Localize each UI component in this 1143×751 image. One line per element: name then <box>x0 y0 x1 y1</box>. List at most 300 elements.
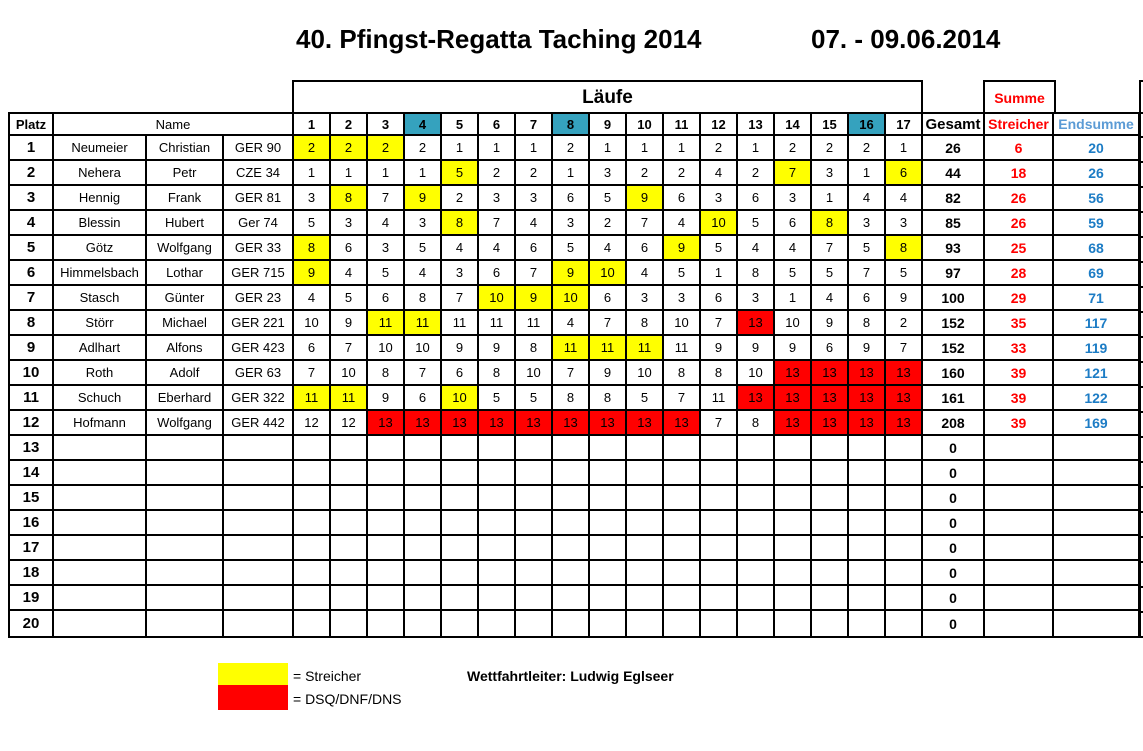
endsumme-cell <box>1054 586 1138 611</box>
gesamt-cell: 208 <box>923 411 985 436</box>
legend-dsq-swatch <box>218 685 288 710</box>
rank-cell: 11 <box>10 386 54 411</box>
endsumme-cell: 56 <box>1054 186 1138 211</box>
race-6-result-cell <box>479 486 516 511</box>
rank-cell: 16 <box>10 511 54 536</box>
race-10-result-cell <box>627 511 664 536</box>
endsumme-column-header: Endsumme <box>1054 114 1138 136</box>
race-15-result-cell: 8 <box>812 211 849 236</box>
race-9-result-cell <box>590 586 627 611</box>
race-17-result-cell: 9 <box>886 286 923 311</box>
streicher-cell <box>985 586 1054 611</box>
results-table <box>8 112 1140 638</box>
endsumme-cell <box>1054 511 1138 536</box>
race-15-result-cell <box>812 461 849 486</box>
race-1-result-cell: 6 <box>294 336 331 361</box>
race-5-result-cell: 9 <box>442 336 479 361</box>
race-11-result-cell: 9 <box>664 236 701 261</box>
race-12-result-cell <box>701 486 738 511</box>
race-3-result-cell: 9 <box>368 386 405 411</box>
race-9-result-cell <box>590 486 627 511</box>
race-5-result-cell: 7 <box>442 286 479 311</box>
gesamt-cell: 152 <box>923 311 985 336</box>
race-10-result-cell: 11 <box>627 336 664 361</box>
streicher-cell: 33 <box>985 336 1054 361</box>
race-2-result-cell <box>331 436 368 461</box>
sailnumber-cell <box>224 536 294 561</box>
race-17-result-cell <box>886 536 923 561</box>
gesamt-cell: 44 <box>923 161 985 186</box>
endsumme-cell: 121 <box>1054 361 1138 386</box>
race-17-result-cell: 4 <box>886 186 923 211</box>
lastname-cell <box>54 461 147 486</box>
race-3-result-cell: 8 <box>368 361 405 386</box>
race-15-result-cell: 9 <box>812 311 849 336</box>
rank-cell: 1 <box>10 136 54 161</box>
race-7-result-cell: 4 <box>516 211 553 236</box>
race-16-result-cell <box>849 611 886 636</box>
race-11-result-cell <box>664 611 701 636</box>
gesamt-cell: 161 <box>923 386 985 411</box>
race-5-result-cell <box>442 461 479 486</box>
race-8-result-cell: 11 <box>553 336 590 361</box>
endsumme-cell <box>1054 486 1138 511</box>
race-13-result-cell: 9 <box>738 336 775 361</box>
race-17-result-cell <box>886 486 923 511</box>
race-10-result-cell <box>627 611 664 636</box>
race-10-result-cell: 13 <box>627 411 664 436</box>
race-3-result-cell <box>368 461 405 486</box>
race-13-result-cell <box>738 536 775 561</box>
rank-cell: 19 <box>10 586 54 611</box>
race-17-result-cell: 5 <box>886 261 923 286</box>
race-16-result-cell: 5 <box>849 236 886 261</box>
race-14-result-cell: 13 <box>775 386 812 411</box>
race-13-result-cell <box>738 561 775 586</box>
race-6-result-cell <box>479 561 516 586</box>
race-2-result-cell: 8 <box>331 186 368 211</box>
race-2-result-cell <box>331 486 368 511</box>
race-11-result-cell: 5 <box>664 261 701 286</box>
race-4-result-cell <box>405 461 442 486</box>
race-1-result-cell: 5 <box>294 211 331 236</box>
race-9-result-cell: 2 <box>590 211 627 236</box>
race-2-result-cell: 5 <box>331 286 368 311</box>
race-3-result-cell: 2 <box>368 136 405 161</box>
race-8-result-cell: 4 <box>553 311 590 336</box>
race-14-result-cell: 10 <box>775 311 812 336</box>
race-2-result-cell <box>331 536 368 561</box>
streicher-cell: 25 <box>985 236 1054 261</box>
lastname-cell: Störr <box>54 311 147 336</box>
streicher-cell: 35 <box>985 311 1054 336</box>
race-11-result-cell: 4 <box>664 211 701 236</box>
race-15-result-cell: 2 <box>812 136 849 161</box>
race-15-result-cell: 5 <box>812 261 849 286</box>
firstname-cell <box>147 486 224 511</box>
race-5-result-cell: 5 <box>442 161 479 186</box>
race-9-result-cell <box>590 436 627 461</box>
race-8-result-cell: 9 <box>553 261 590 286</box>
race-4-result-cell: 3 <box>405 211 442 236</box>
sailnumber-cell <box>224 486 294 511</box>
race-6-result-cell: 3 <box>479 186 516 211</box>
race-6-result-cell <box>479 461 516 486</box>
sailnumber-cell: GER 322 <box>224 386 294 411</box>
firstname-cell <box>147 561 224 586</box>
race-15-result-cell: 4 <box>812 286 849 311</box>
sailnumber-cell: GER 442 <box>224 411 294 436</box>
race-5-result-cell: 8 <box>442 211 479 236</box>
race-1-result-cell <box>294 536 331 561</box>
race-7-result-cell: 3 <box>516 186 553 211</box>
race-12-result-cell <box>701 536 738 561</box>
event-dates: 07. - 09.06.2014 <box>811 24 1001 54</box>
race-2-result-cell: 3 <box>331 211 368 236</box>
race-15-result-cell <box>812 586 849 611</box>
endsumme-cell: 20 <box>1054 136 1138 161</box>
race-11-result-cell: 8 <box>664 361 701 386</box>
race-2-result-cell <box>331 611 368 636</box>
race-4-result-cell <box>405 511 442 536</box>
streicher-cell <box>985 611 1054 636</box>
race-3-result-cell <box>368 511 405 536</box>
race-16-result-cell <box>849 486 886 511</box>
race-12-result-cell <box>701 586 738 611</box>
race-15-result-cell: 13 <box>812 411 849 436</box>
endsumme-cell: 69 <box>1054 261 1138 286</box>
race-8-result-cell: 5 <box>553 236 590 261</box>
race-13-result-cell: 13 <box>738 311 775 336</box>
race-13-result-cell: 10 <box>738 361 775 386</box>
race-15-result-cell <box>812 511 849 536</box>
race-14-result-cell: 5 <box>775 261 812 286</box>
race-12-result-cell: 2 <box>701 136 738 161</box>
summe-header-label: Summe <box>994 90 1045 106</box>
race-6-result-cell <box>479 611 516 636</box>
race-17-result-cell <box>886 561 923 586</box>
streicher-column-header: Streicher <box>985 114 1054 136</box>
race-14-result-cell <box>775 586 812 611</box>
race-1-result-cell: 8 <box>294 236 331 261</box>
race-3-result-cell <box>368 536 405 561</box>
sailnumber-cell <box>224 511 294 536</box>
race-5-result-cell: 6 <box>442 361 479 386</box>
laeufe-header-box <box>292 80 923 114</box>
lastname-cell <box>54 586 147 611</box>
race-5-result-cell: 13 <box>442 411 479 436</box>
race-3-result-cell <box>368 586 405 611</box>
race-5-result-cell: 1 <box>442 136 479 161</box>
race-10-result-cell: 8 <box>627 311 664 336</box>
race-16-header: 16 <box>849 114 886 136</box>
sailnumber-cell <box>224 586 294 611</box>
race-2-result-cell <box>331 586 368 611</box>
rank-cell: 7 <box>10 286 54 311</box>
rank-cell: 20 <box>10 611 54 636</box>
race-4-result-cell <box>405 561 442 586</box>
race-5-result-cell: 4 <box>442 236 479 261</box>
summe-header-box <box>983 80 1056 114</box>
race-10-result-cell <box>627 561 664 586</box>
race-17-header: 17 <box>886 114 923 136</box>
race-6-result-cell <box>479 511 516 536</box>
race-11-result-cell: 10 <box>664 311 701 336</box>
race-5-result-cell: 11 <box>442 311 479 336</box>
race-15-result-cell <box>812 611 849 636</box>
race-12-result-cell: 7 <box>701 311 738 336</box>
race-2-result-cell <box>331 511 368 536</box>
race-12-result-cell: 10 <box>701 211 738 236</box>
race-4-result-cell: 6 <box>405 386 442 411</box>
sailnumber-cell <box>224 436 294 461</box>
race-4-result-cell: 9 <box>405 186 442 211</box>
race-9-header: 9 <box>590 114 627 136</box>
race-12-result-cell: 11 <box>701 386 738 411</box>
rank-cell: 4 <box>10 211 54 236</box>
race-6-result-cell <box>479 586 516 611</box>
race-10-result-cell <box>627 461 664 486</box>
race-4-result-cell: 7 <box>405 361 442 386</box>
race-12-result-cell: 1 <box>701 261 738 286</box>
race-14-result-cell <box>775 461 812 486</box>
race-14-result-cell: 7 <box>775 161 812 186</box>
race-11-result-cell: 2 <box>664 161 701 186</box>
race-8-result-cell <box>553 586 590 611</box>
race-6-result-cell: 5 <box>479 386 516 411</box>
race-13-result-cell <box>738 611 775 636</box>
firstname-cell: Wolfgang <box>147 236 224 261</box>
firstname-cell: Alfons <box>147 336 224 361</box>
race-6-header: 6 <box>479 114 516 136</box>
race-10-result-cell: 1 <box>627 136 664 161</box>
streicher-cell: 26 <box>985 186 1054 211</box>
race-3-result-cell: 10 <box>368 336 405 361</box>
sailnumber-cell: GER 23 <box>224 286 294 311</box>
streicher-cell: 29 <box>985 286 1054 311</box>
firstname-cell <box>147 511 224 536</box>
race-15-result-cell: 6 <box>812 336 849 361</box>
race-12-result-cell: 5 <box>701 236 738 261</box>
rank-cell: 17 <box>10 536 54 561</box>
race-6-result-cell: 7 <box>479 211 516 236</box>
race-2-result-cell <box>331 461 368 486</box>
race-8-result-cell: 7 <box>553 361 590 386</box>
firstname-cell: Petr <box>147 161 224 186</box>
sailnumber-cell: Ger 74 <box>224 211 294 236</box>
rank-cell: 10 <box>10 361 54 386</box>
race-2-result-cell: 12 <box>331 411 368 436</box>
endsumme-cell: 68 <box>1054 236 1138 261</box>
race-7-result-cell: 9 <box>516 286 553 311</box>
race-13-result-cell: 2 <box>738 161 775 186</box>
race-4-result-cell: 2 <box>405 136 442 161</box>
race-13-result-cell <box>738 511 775 536</box>
sailnumber-cell <box>224 611 294 636</box>
race-15-result-cell <box>812 536 849 561</box>
lastname-cell <box>54 486 147 511</box>
race-3-result-cell: 5 <box>368 261 405 286</box>
race-9-result-cell: 7 <box>590 311 627 336</box>
race-3-result-cell <box>368 436 405 461</box>
streicher-cell <box>985 511 1054 536</box>
race-11-result-cell <box>664 486 701 511</box>
race-16-result-cell <box>849 511 886 536</box>
race-12-header: 12 <box>701 114 738 136</box>
race-2-result-cell: 11 <box>331 386 368 411</box>
endsumme-cell: 117 <box>1054 311 1138 336</box>
firstname-cell: Wolfgang <box>147 411 224 436</box>
race-17-result-cell: 13 <box>886 386 923 411</box>
race-13-result-cell: 8 <box>738 411 775 436</box>
rank-cell: 13 <box>10 436 54 461</box>
race-10-result-cell <box>627 586 664 611</box>
race-12-result-cell: 3 <box>701 186 738 211</box>
rank-cell: 5 <box>10 236 54 261</box>
race-10-result-cell <box>627 486 664 511</box>
race-11-result-cell <box>664 436 701 461</box>
gesamt-cell: 0 <box>923 561 985 586</box>
race-17-result-cell <box>886 511 923 536</box>
race-9-result-cell <box>590 511 627 536</box>
rank-cell: 8 <box>10 311 54 336</box>
race-3-result-cell: 13 <box>368 411 405 436</box>
race-7-result-cell: 1 <box>516 136 553 161</box>
race-2-result-cell: 7 <box>331 336 368 361</box>
race-11-header: 11 <box>664 114 701 136</box>
endsumme-cell <box>1054 536 1138 561</box>
race-14-result-cell <box>775 436 812 461</box>
race-4-result-cell <box>405 536 442 561</box>
race-11-result-cell <box>664 511 701 536</box>
race-7-result-cell: 2 <box>516 161 553 186</box>
race-16-result-cell: 13 <box>849 386 886 411</box>
race-11-result-cell: 1 <box>664 136 701 161</box>
firstname-cell: Michael <box>147 311 224 336</box>
race-11-result-cell: 11 <box>664 336 701 361</box>
lastname-cell: Hofmann <box>54 411 147 436</box>
race-17-result-cell: 3 <box>886 211 923 236</box>
race-3-result-cell: 7 <box>368 186 405 211</box>
lastname-cell <box>54 511 147 536</box>
race-4-result-cell: 1 <box>405 161 442 186</box>
race-1-result-cell: 7 <box>294 361 331 386</box>
race-13-result-cell: 5 <box>738 211 775 236</box>
race-16-result-cell: 13 <box>849 361 886 386</box>
race-11-result-cell: 7 <box>664 386 701 411</box>
race-10-header: 10 <box>627 114 664 136</box>
firstname-cell <box>147 536 224 561</box>
race-5-result-cell <box>442 561 479 586</box>
race-5-result-cell <box>442 436 479 461</box>
streicher-cell: 39 <box>985 411 1054 436</box>
race-10-result-cell: 2 <box>627 161 664 186</box>
race-6-result-cell: 2 <box>479 161 516 186</box>
race-3-result-cell: 6 <box>368 286 405 311</box>
lastname-cell: Schuch <box>54 386 147 411</box>
gesamt-cell: 26 <box>923 136 985 161</box>
rank-cell: 18 <box>10 561 54 586</box>
race-8-result-cell <box>553 611 590 636</box>
race-16-result-cell: 13 <box>849 411 886 436</box>
endsumme-cell: 122 <box>1054 386 1138 411</box>
race-13-result-cell: 8 <box>738 261 775 286</box>
race-4-result-cell <box>405 611 442 636</box>
firstname-cell <box>147 586 224 611</box>
lastname-cell: Roth <box>54 361 147 386</box>
race-4-result-cell: 13 <box>405 411 442 436</box>
race-7-result-cell <box>516 536 553 561</box>
race-14-result-cell <box>775 511 812 536</box>
race-7-result-cell <box>516 611 553 636</box>
lastname-cell: Adlhart <box>54 336 147 361</box>
race-15-result-cell: 13 <box>812 386 849 411</box>
race-6-result-cell: 10 <box>479 286 516 311</box>
race-13-result-cell: 1 <box>738 136 775 161</box>
race-1-result-cell <box>294 561 331 586</box>
race-8-result-cell: 10 <box>553 286 590 311</box>
gesamt-cell: 0 <box>923 486 985 511</box>
race-3-result-cell: 4 <box>368 211 405 236</box>
legend-streicher-label: = Streicher <box>293 668 362 684</box>
race-2-result-cell: 9 <box>331 311 368 336</box>
sailnumber-cell: GER 33 <box>224 236 294 261</box>
race-16-result-cell <box>849 561 886 586</box>
race-14-result-cell <box>775 561 812 586</box>
race-13-result-cell <box>738 586 775 611</box>
race-17-result-cell: 2 <box>886 311 923 336</box>
race-10-result-cell: 10 <box>627 361 664 386</box>
race-14-header: 14 <box>775 114 812 136</box>
race-12-result-cell: 7 <box>701 411 738 436</box>
gesamt-cell: 100 <box>923 286 985 311</box>
race-8-result-cell <box>553 486 590 511</box>
race-13-result-cell <box>738 461 775 486</box>
rank-cell: 9 <box>10 336 54 361</box>
race-9-result-cell: 10 <box>590 261 627 286</box>
gesamt-cell: 85 <box>923 211 985 236</box>
race-15-result-cell: 7 <box>812 236 849 261</box>
lastname-cell: Stasch <box>54 286 147 311</box>
gesamt-cell: 160 <box>923 361 985 386</box>
streicher-cell: 28 <box>985 261 1054 286</box>
race-9-result-cell: 9 <box>590 361 627 386</box>
race-7-result-cell <box>516 461 553 486</box>
sailnumber-cell <box>224 461 294 486</box>
lastname-cell <box>54 536 147 561</box>
race-5-result-cell: 2 <box>442 186 479 211</box>
sailnumber-cell: GER 423 <box>224 336 294 361</box>
gesamt-column-header: Gesamt <box>923 114 985 136</box>
race-14-result-cell: 1 <box>775 286 812 311</box>
rank-cell: 12 <box>10 411 54 436</box>
race-9-result-cell: 13 <box>590 411 627 436</box>
lastname-cell: Blessin <box>54 211 147 236</box>
race-6-result-cell: 1 <box>479 136 516 161</box>
race-17-result-cell <box>886 586 923 611</box>
streicher-cell: 26 <box>985 211 1054 236</box>
race-6-result-cell: 9 <box>479 336 516 361</box>
race-2-result-cell: 6 <box>331 236 368 261</box>
race-1-result-cell: 12 <box>294 411 331 436</box>
race-5-result-cell: 3 <box>442 261 479 286</box>
race-16-result-cell: 2 <box>849 136 886 161</box>
race-13-result-cell: 3 <box>738 286 775 311</box>
race-7-result-cell: 11 <box>516 311 553 336</box>
endsumme-cell: 59 <box>1054 211 1138 236</box>
race-12-result-cell: 9 <box>701 336 738 361</box>
race-9-result-cell <box>590 536 627 561</box>
